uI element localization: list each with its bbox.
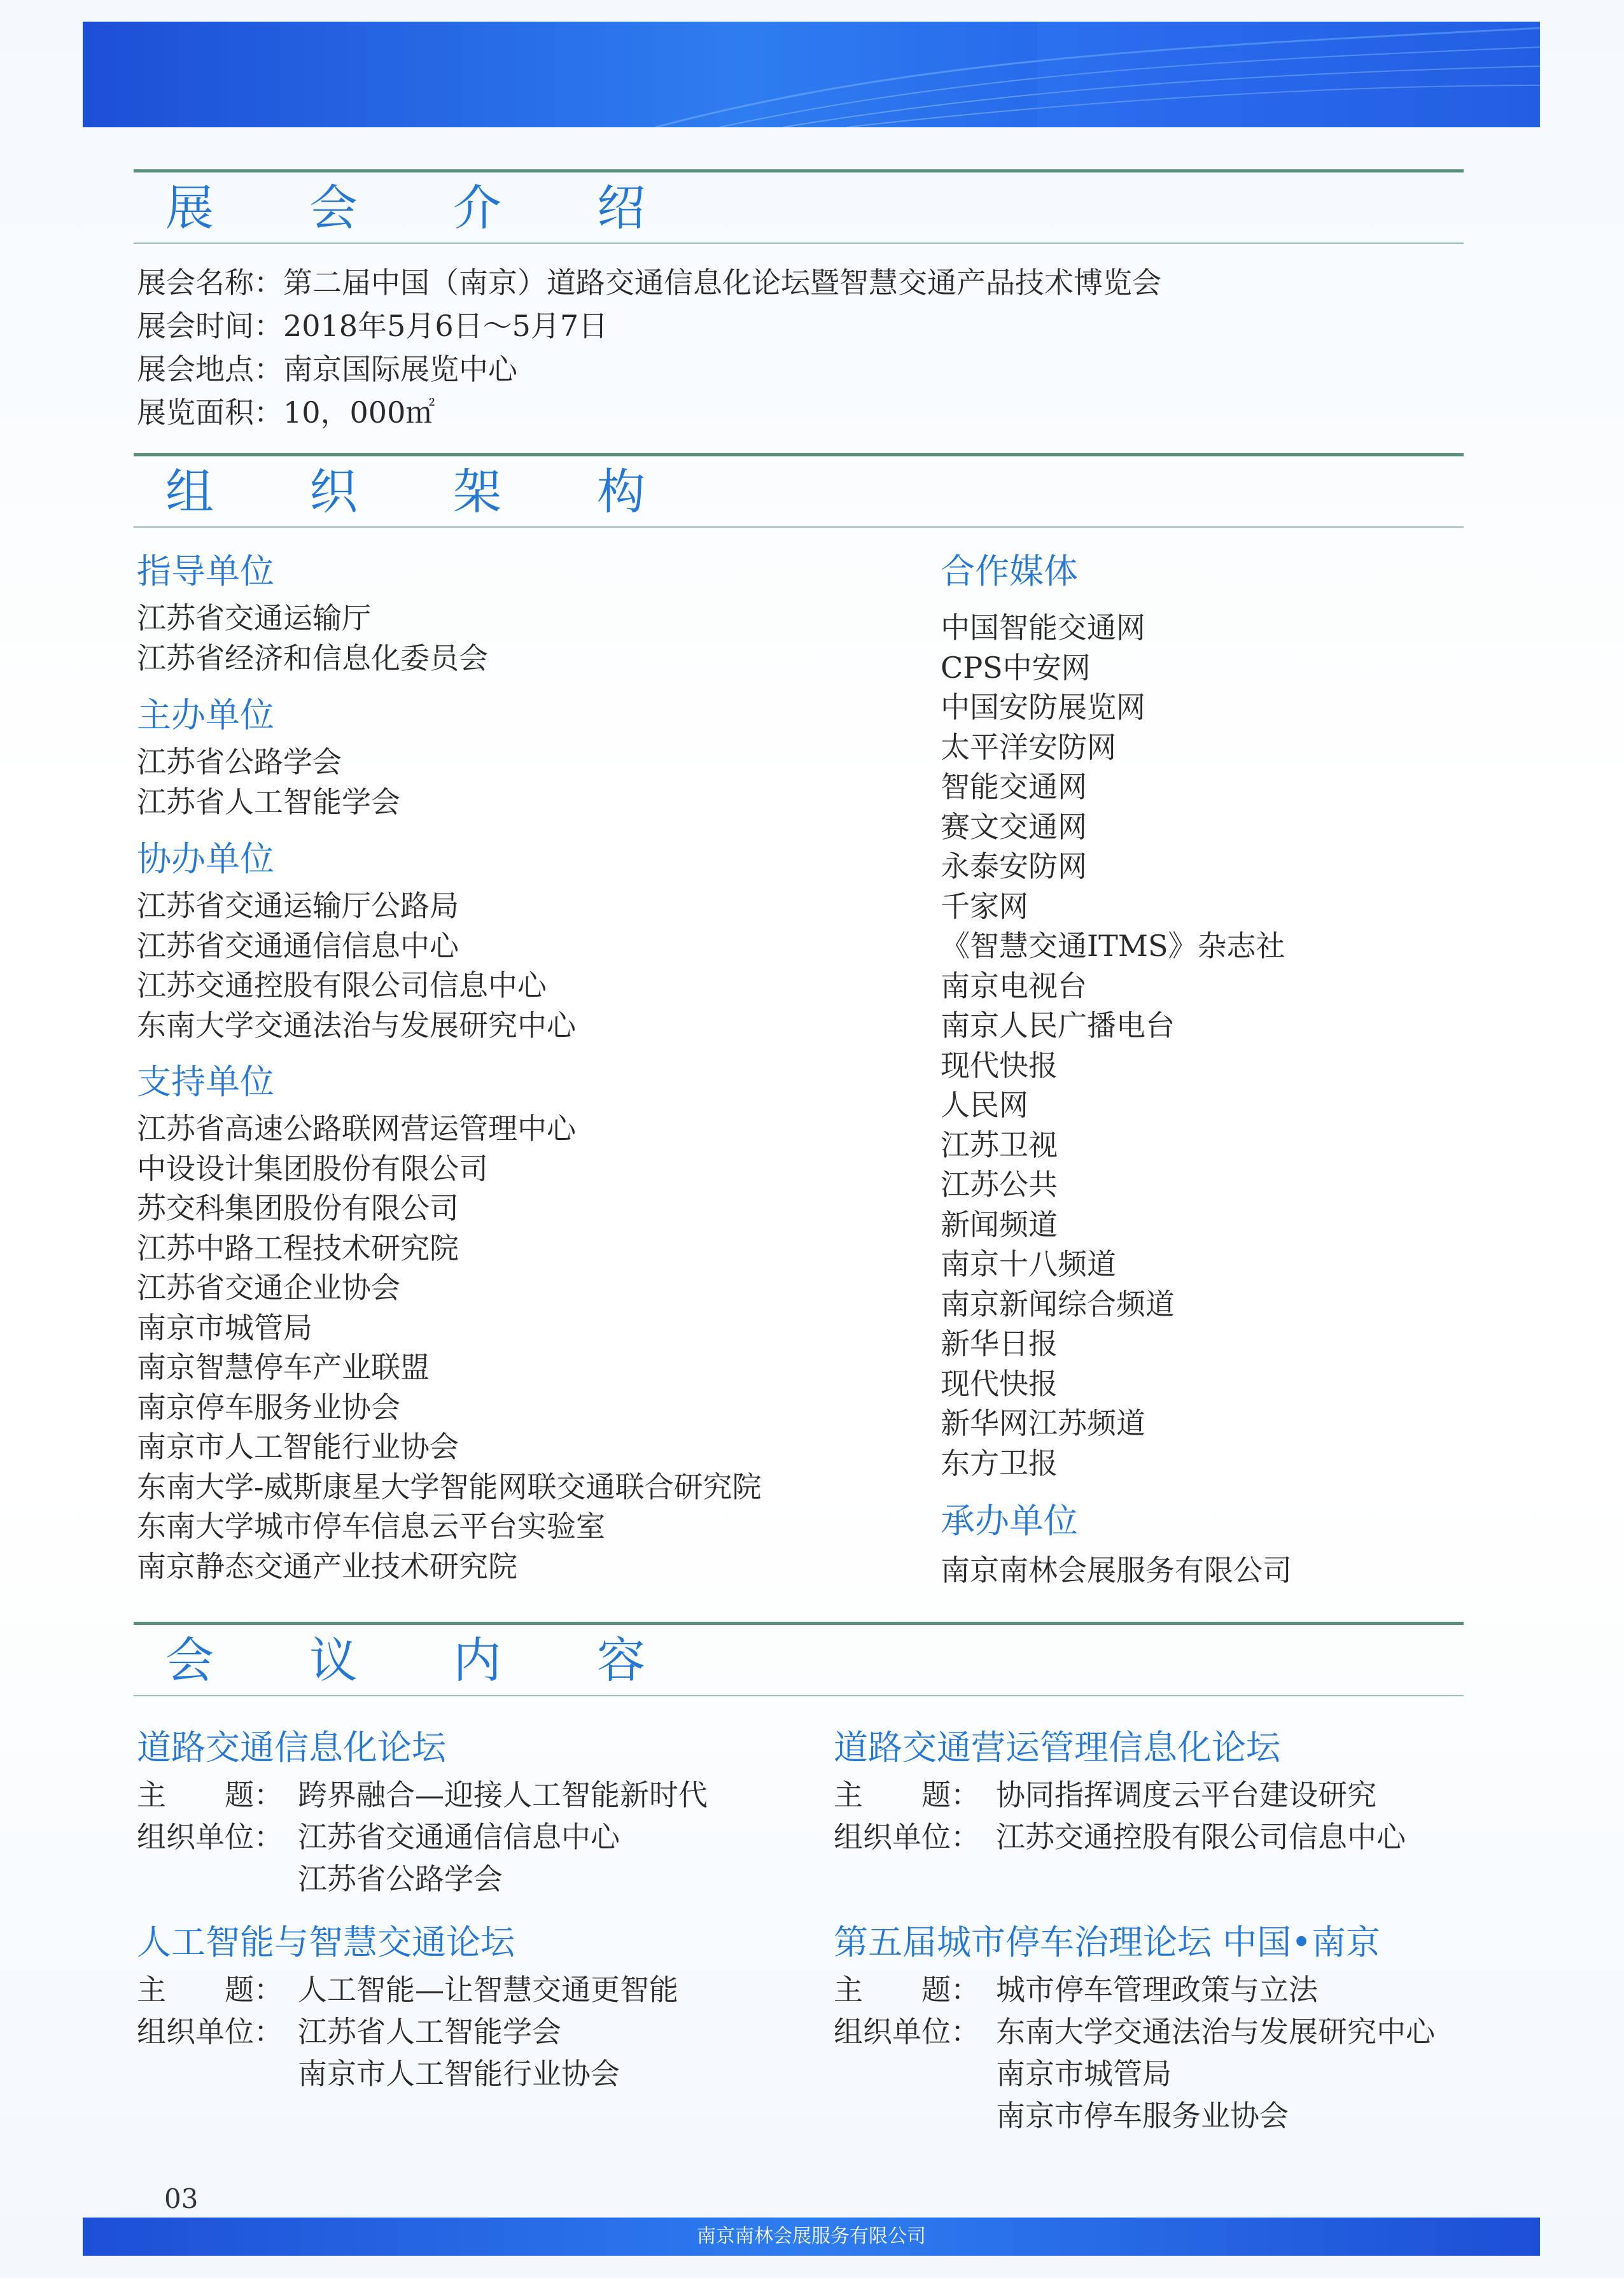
list-host [137, 742, 400, 822]
list-item: 《智慧交通ITMS》杂志社 [941, 929, 1285, 963]
forum-theme-label: 主 题： [834, 1778, 980, 1812]
list-item: 江苏省公路学会 [137, 745, 342, 779]
list-item: 千家网 [941, 889, 1028, 924]
list-item: 永泰安防网 [941, 849, 1087, 883]
heading-guidance: 指导单位 [137, 551, 274, 591]
section-title-org: 组织架构 [165, 463, 741, 520]
list-item: 江苏中路工程技术研究院 [137, 1230, 459, 1265]
list-item: 南京南林会展服务有限公司 [941, 1553, 1292, 1587]
section-rule [134, 1622, 1464, 1625]
header-banner [83, 22, 1540, 127]
list-media [941, 608, 1285, 1483]
list-item: 中国智能交通网 [941, 610, 1145, 645]
list-item: 南京停车服务业协会 [137, 1389, 400, 1424]
forum-org: 南京市停车服务业协会 [996, 2099, 1289, 2133]
section-rule [134, 453, 1464, 456]
list-item: 南京市人工智能行业协会 [137, 1430, 459, 1464]
list-item: 太平洋安防网 [941, 729, 1116, 764]
heading-undertaker: 承办单位 [941, 1501, 1078, 1541]
forum-org: 江苏省人工智能学会 [298, 2014, 561, 2049]
section-header-intro [134, 169, 1464, 246]
footer-banner [83, 2218, 1540, 2256]
section-rule [134, 1695, 1464, 1696]
list-item: 南京人民广播电台 [941, 1008, 1175, 1043]
heading-host: 主办单位 [137, 695, 274, 735]
heading-co-organizer: 协办单位 [137, 839, 274, 879]
section-header-meeting [134, 1622, 1464, 1698]
section-title-intro: 展会介绍 [165, 179, 741, 236]
list-item: 东南大学城市停车信息云平台实验室 [137, 1509, 605, 1543]
list-item: 江苏省交通运输厅 [137, 601, 371, 635]
forum-org: 南京市人工智能行业协会 [298, 2057, 620, 2091]
forum-title: 道路交通信息化论坛 [137, 1727, 446, 1768]
heading-media: 合作媒体 [941, 551, 1078, 591]
list-item: 东方卫报 [941, 1445, 1058, 1480]
page-number: 03 [164, 2183, 199, 2214]
forum-theme-label: 主 题： [834, 1972, 980, 2007]
list-item: 江苏省高速公路联网营运管理中心 [137, 1111, 576, 1146]
list-co-organizer [137, 886, 576, 1045]
list-item: 新华网江苏频道 [941, 1406, 1145, 1440]
list-item: 人民网 [941, 1088, 1028, 1122]
banner-wave-decoration [83, 22, 1540, 127]
forum-theme: 人工智能—让智慧交通更智能 [298, 1972, 678, 2007]
forum-theme-label: 主 题： [137, 1778, 283, 1812]
footer-company: 南京南林会展服务有限公司 [697, 2225, 926, 2247]
list-item: 新闻频道 [941, 1207, 1058, 1242]
list-item: 江苏省人工智能学会 [137, 784, 400, 819]
list-item: 江苏公共 [941, 1167, 1058, 1202]
list-item: 现代快报 [941, 1048, 1058, 1083]
section-rule [134, 169, 1464, 172]
heading-support: 支持单位 [137, 1062, 274, 1102]
forum-org: 江苏省公路学会 [298, 1862, 503, 1896]
list-item: 智能交通网 [941, 770, 1087, 804]
forum-title: 道路交通营运管理信息化论坛 [834, 1727, 1280, 1768]
list-item: 南京市城管局 [137, 1310, 312, 1345]
forum-org-label: 组织单位： [137, 2014, 283, 2049]
section-title-meeting: 会议内容 [165, 1632, 741, 1689]
forum-org: 东南大学交通法治与发展研究中心 [996, 2014, 1435, 2049]
list-support [137, 1109, 762, 1586]
forum-org: 南京市城管局 [996, 2057, 1172, 2091]
forum-org-label: 组织单位： [834, 2014, 980, 2049]
list-item: 南京静态交通产业技术研究院 [137, 1549, 517, 1584]
list-item: 南京十八频道 [941, 1247, 1116, 1281]
forum-theme: 协同指挥调度云平台建设研究 [996, 1778, 1376, 1812]
list-item: 新华日报 [941, 1326, 1058, 1361]
list-item: 南京电视台 [941, 968, 1087, 1003]
list-item: 中国安防展览网 [941, 690, 1145, 724]
list-item: 赛文交通网 [941, 809, 1087, 844]
forum-org: 江苏交通控股有限公司信息中心 [996, 1820, 1406, 1854]
list-guidance [137, 598, 488, 678]
list-item: 苏交科集团股份有限公司 [137, 1191, 459, 1225]
list-item: 东南大学交通法治与发展研究中心 [137, 1008, 576, 1043]
forum-org-label: 组织单位： [834, 1820, 980, 1854]
list-item: 江苏卫视 [941, 1127, 1058, 1162]
list-item: 南京智慧停车产业联盟 [137, 1350, 430, 1384]
exhibition-name: 展会名称：第二届中国（南京）道路交通信息化论坛暨智慧交通产品技术博览会 [137, 265, 1161, 300]
section-rule [134, 243, 1464, 244]
forum-org-label: 组织单位： [137, 1820, 283, 1854]
list-item: 江苏省交通通信信息中心 [137, 928, 459, 963]
exhibition-venue: 展会地点：南京国际展览中心 [137, 352, 517, 386]
list-item: 东南大学-威斯康星大学智能网联交通联合研究院 [137, 1469, 762, 1504]
exhibition-time: 展会时间：2018年5月6日～5月7日 [137, 309, 608, 343]
section-header-org [134, 453, 1464, 530]
list-item: 江苏省交通运输厅公路局 [137, 889, 459, 923]
forum-org: 江苏省交通通信信息中心 [298, 1820, 620, 1854]
list-item: 江苏省经济和信息化委员会 [137, 640, 488, 675]
list-item: 南京新闻综合频道 [941, 1286, 1175, 1321]
forum-theme: 跨界融合—迎接人工智能新时代 [298, 1778, 708, 1812]
section-rule [134, 526, 1464, 528]
list-item: 中设设计集团股份有限公司 [137, 1151, 488, 1186]
list-item: CPS中安网 [941, 650, 1091, 685]
forum-title: 人工智能与智慧交通论坛 [137, 1922, 515, 1962]
list-item: 江苏省交通企业协会 [137, 1270, 400, 1305]
forum-theme: 城市停车管理政策与立法 [996, 1972, 1318, 2007]
list-item: 江苏交通控股有限公司信息中心 [137, 968, 547, 1002]
list-item: 现代快报 [941, 1366, 1058, 1401]
forum-theme-label: 主 题： [137, 1972, 283, 2007]
exhibition-area: 展览面积：10，000㎡ [137, 395, 435, 430]
forum-title: 第五届城市停车治理论坛 中国•南京 [834, 1922, 1381, 1962]
list-undertaker [941, 1550, 1292, 1591]
